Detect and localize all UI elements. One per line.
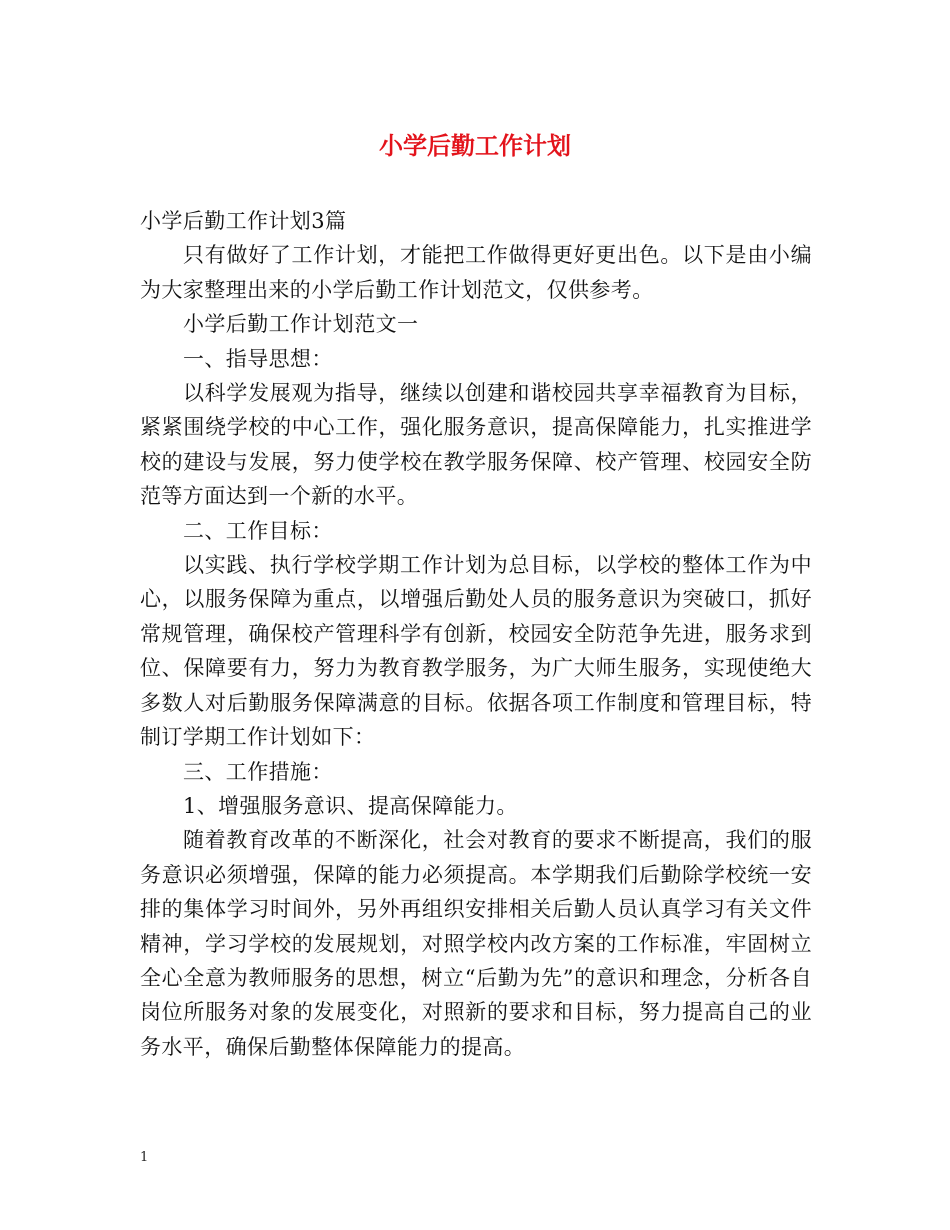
document-title: 小学后勤工作计划 [379, 131, 571, 160]
sample-heading: 小学后勤工作计划范文一 [183, 312, 419, 337]
guiding-thought-paragraph: 以科学发展观为指导，继续以创建和谐校园共享幸福教育为目标，紧紧围绕学校的中心工作，强化服务意识，提高保障能力，扎实推进学校的建设与发展，努力使学校在教学服务保障、校产管理、校园安全防范等方面达到一个新的水平。 [140, 381, 812, 509]
section-heading-work-goals: 二、工作目标： [183, 518, 333, 543]
section-heading-work-measures: 三、工作措施： [183, 759, 333, 784]
intro-paragraph: 只有做好了工作计划，才能把工作做得更好更出色。以下是由小编为大家整理出来的小学后勤工作计划范文，仅供参考。 [140, 243, 812, 302]
work-goals-paragraph: 以实践、执行学校学期工作计划为总目标，以学校的整体工作为中心，以服务保障为重点，以增强后勤处人员的服务意识为突破口，抓好常规管理，确保校产管理科学有创新，校园安全防范争先进，服务求到位、保障要有力，努力为教育教学服务，为广大师生服务，实现使绝大多数人对后勤服务保障满意的目标。依据各项工作制度和管理目标，特制订学期工作计划如下： [140, 553, 812, 750]
document-body [140, 204, 812, 1064]
measure-heading-1: 1、增强服务意识、提高保障能力。 [183, 793, 518, 818]
page-number: 1 [140, 1150, 149, 1165]
section-heading-guiding-thought: 一、指导思想： [183, 346, 333, 371]
subtitle-paragraph: 小学后勤工作计划3篇 [140, 209, 347, 233]
measure-1-paragraph: 随着教育改革的不断深化，社会对教育的要求不断提高，我们的服务意识必须增强，保障的能力必须提高。本学期我们后勤除学校统一安排的集体学习时间外，另外再组织安排相关后勤人员认真学习有关文件精神，学习学校的发展规划，对照学校内改方案的工作标准，牢固树立全心全意为教师服务的思想，树立“后勤为先”的意识和理念，分析各自岗位所服务对象的发展变化，对照新的要求和目标，努力提高自己的业务水平，确保后勤整体保障能力的提高。 [140, 828, 812, 1059]
